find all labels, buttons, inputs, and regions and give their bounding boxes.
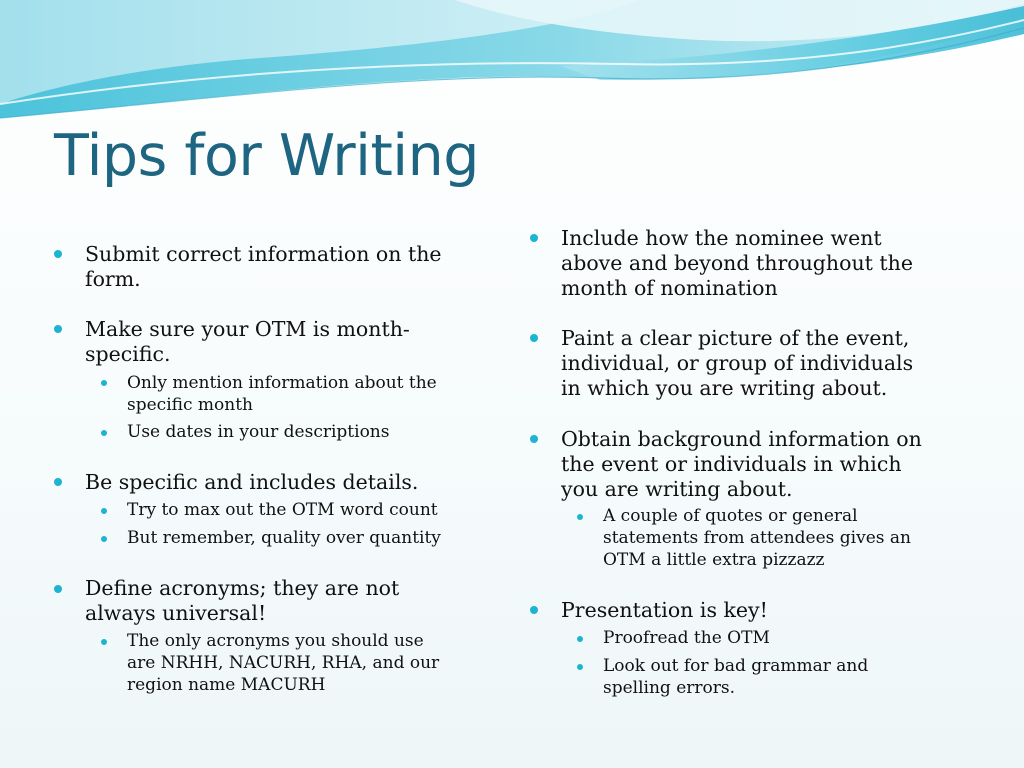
bullet-icon [54, 250, 62, 258]
bullet-text-line: Include how the nominee went [561, 226, 882, 250]
sub-bullet-icon [101, 639, 107, 645]
bullet-text [561, 326, 971, 401]
header-wave-decoration [0, 0, 1024, 130]
sub-bullet-icon [101, 430, 107, 436]
bullet-icon [54, 478, 62, 486]
bullet-text-line: you are writing about. [561, 477, 793, 501]
bullet-text-line: above and beyond throughout the [561, 251, 913, 275]
bullet-text [85, 576, 495, 626]
bullet-text-line: Define acronyms; they are not [85, 576, 400, 600]
bullet-text [85, 242, 495, 292]
bullet-text-line: always universal! [85, 601, 267, 625]
bullet-icon [54, 585, 62, 593]
bullet-text [85, 317, 495, 367]
bullet-icon [54, 325, 62, 333]
sub-bullet-text-line: Use dates in your descriptions [127, 422, 390, 442]
bullet-icon [530, 435, 538, 443]
sub-bullet-text-line: Only mention information about the [127, 373, 437, 393]
sub-bullet-text-line: A couple of quotes or general [603, 506, 858, 526]
bullet-text-line: month of nomination [561, 276, 778, 300]
sub-bullet-text-line: Look out for bad grammar and [603, 656, 869, 676]
sub-bullet-text-line: The only acronyms you should use [127, 631, 424, 651]
sub-bullet-text-line: are NRHH, NACURH, RHA, and our [127, 653, 440, 673]
sub-bullet-text [127, 372, 507, 416]
sub-bullet-text [127, 499, 507, 521]
sub-bullet-text [603, 505, 983, 571]
bullet-text [561, 226, 971, 301]
sub-bullet-icon [577, 514, 583, 520]
bullet-text-line: Be specific and includes details. [85, 470, 419, 494]
sub-bullet-text-line: OTM a little extra pizzazz [603, 550, 825, 570]
bullet-text-line: form. [85, 267, 141, 291]
bullet-text [85, 470, 495, 495]
sub-bullet-text-line: But remember, quality over quantity [127, 528, 441, 548]
bullet-text-line: individual, or group of individuals [561, 351, 914, 375]
sub-bullet-icon [101, 380, 107, 386]
bullet-icon [530, 334, 538, 342]
sub-bullet-text-line: specific month [127, 395, 253, 415]
sub-bullet-text [127, 527, 507, 549]
bullet-icon [530, 606, 538, 614]
bullet-text-line: Presentation is key! [561, 598, 768, 622]
bullet-text-line: in which you are writing about. [561, 376, 888, 400]
sub-bullet-text-line: region name MACURH [127, 675, 326, 695]
sub-bullet-icon [101, 508, 107, 514]
sub-bullet-icon [577, 664, 583, 670]
bullet-text-line: the event or individuals in which [561, 452, 902, 476]
bullet-text-line: Paint a clear picture of the event, [561, 326, 910, 350]
sub-bullet-icon [101, 536, 107, 542]
sub-bullet-text [127, 421, 507, 443]
bullet-text-line: Obtain background information on [561, 427, 922, 451]
sub-bullet-text-line: Try to max out the OTM word count [127, 500, 438, 520]
bullet-text-line: Submit correct information on the [85, 242, 442, 266]
sub-bullet-text [603, 627, 983, 649]
bullet-text-line: Make sure your OTM is month- [85, 317, 410, 341]
bullet-text [561, 598, 971, 623]
bullet-text [561, 427, 971, 502]
slide-title: Tips for Writing [54, 123, 479, 189]
bullet-text-line: specific. [85, 342, 171, 366]
bullet-icon [530, 234, 538, 242]
sub-bullet-text-line: statements from attendees gives an [603, 528, 911, 548]
sub-bullet-icon [577, 636, 583, 642]
sub-bullet-text-line: spelling errors. [603, 678, 736, 698]
sub-bullet-text [603, 655, 983, 699]
sub-bullet-text-line: Proofread the OTM [603, 628, 770, 648]
sub-bullet-text [127, 630, 507, 696]
